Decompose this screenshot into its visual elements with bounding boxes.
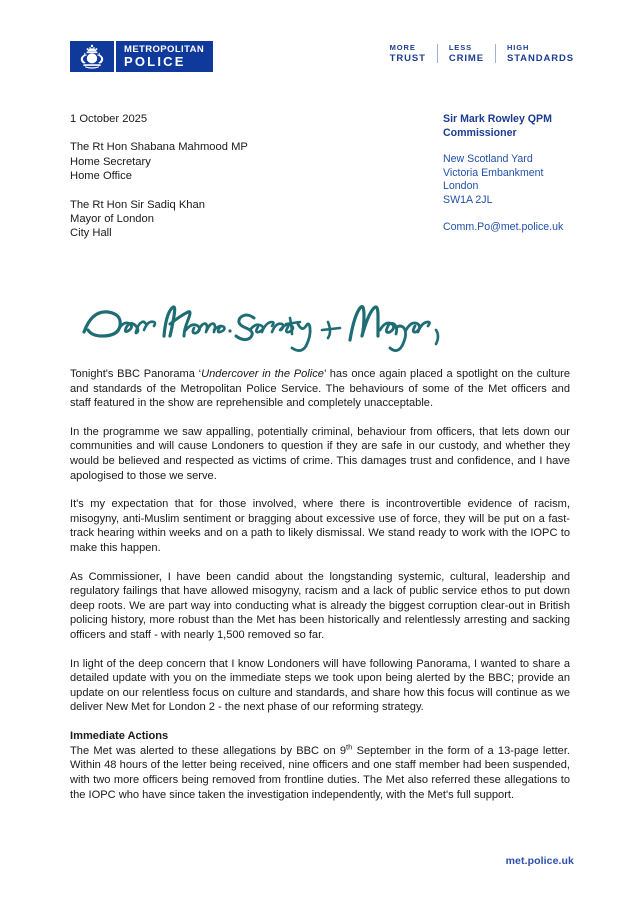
tagline-top-3: HIGH <box>506 43 530 52</box>
spacer <box>443 140 623 153</box>
recipient-1-line-1: The Rt Hon Shabana Mahmood MP <box>70 141 248 154</box>
footer-website: met.police.uk <box>505 855 574 867</box>
tagline-top-1: MORE <box>389 43 416 52</box>
ia-text-before: The Met was alerted to these allegations by BBC on 9 <box>70 744 347 757</box>
spacer <box>443 208 623 221</box>
p1-programme-title: Undercover in the Police <box>201 368 324 380</box>
sender-address-line-2: Victoria Embankment <box>443 166 544 179</box>
sender-address-line-1: New Scotland Yard <box>443 153 533 166</box>
sender-email: Comm.Po@met.police.uk <box>443 220 564 233</box>
body-paragraph-2: In the programme we saw appalling, potentially criminal, behaviour from officers, that lets down our communities and will cause Londoners to question if they are safe in our custody, and whether they would be believed and respected as victims of crime. This damages trust and confidence, and I have apologised to those we serve. <box>70 425 570 482</box>
tagline-item-more-trust <box>390 43 437 64</box>
letter-header <box>0 0 640 100</box>
sender-address-line-4: SW1A 2JL <box>443 193 493 206</box>
tagline-item-less-crime <box>438 43 495 64</box>
body-paragraph-1 <box>70 367 570 411</box>
section-heading-immediate-actions: Immediate Actions <box>70 729 169 742</box>
recipient-1-line-3: Home Office <box>70 170 132 183</box>
logo-line-police: POLICE <box>124 54 186 69</box>
logo-line-metropolitan: METROPOLITAN <box>124 44 205 55</box>
recipient-2-line-1: The Rt Hon Sir Sadiq Khan <box>70 198 205 211</box>
sender-address-block <box>443 113 623 234</box>
recipient-2-line-2: Mayor of London <box>70 213 154 226</box>
body-paragraph-4: As Commissioner, I have been candid about the longstanding systemic, cultural, leadership and regulatory failings that have allowed misogyny, racism and a lack of public service ethos to put down deep roots. We are part way into conducting what is already the biggest corruption clear-out in British policing history, more robust than the Met has been historically and relentlessly arresting and sacking officers and staff - with nearly 1,500 removed so far. <box>70 570 570 641</box>
handwritten-salutation <box>78 286 458 354</box>
spacer <box>70 184 360 198</box>
royal-crest-icon <box>70 41 114 72</box>
body-paragraph-3: It's my expectation that for those involved, where there is incontrovertible evidence of racism, misogyny, anti-Muslim sentiment or bragging about excessive use of force, they will be put on a fast-track hearing within weeks and on a path to likely dismissal. We stand ready to work with the IOPC to make this happen. <box>70 498 570 554</box>
body-paragraph-immediate-actions <box>70 744 570 802</box>
tagline-bottom-3: STANDARDS <box>506 53 574 64</box>
p1-run-1: Tonight's BBC Panorama ‘ <box>70 368 202 380</box>
recipient-2-line-3: City Hall <box>70 227 112 240</box>
met-police-logo <box>70 41 213 72</box>
brand-tagline <box>390 43 574 64</box>
letter-body <box>70 367 570 802</box>
tagline-bottom-1: TRUST <box>389 53 426 64</box>
letter-date: 1 October 2025 <box>70 113 148 125</box>
sender-title: Commissioner <box>443 126 517 139</box>
tagline-item-high-standards <box>496 43 574 64</box>
body-paragraph-5: In light of the deep concern that I know Londoners will have following Panorama, I wanted to share a detailed update with you on the immediate steps we took upon being alerted by the BBC; provide an update on our relentless focus on culture and standards, and share how this focus will continue as we deliver New Met for London 2 - the next phase of our reforming strategy. <box>70 657 570 714</box>
recipient-address-block <box>70 112 360 241</box>
tagline-bottom-2: CRIME <box>448 53 484 64</box>
sender-address-line-3: London <box>443 180 479 193</box>
sender-name: Sir Mark Rowley QPM <box>443 113 552 125</box>
spacer <box>70 126 360 140</box>
p1-run-3: ’ has once again placed a spotlight on the culture and standards of the Metropolitan Police Service. The behaviours of some of the Met officers and staff featured in the show are reprehensible and completely unacceptable. <box>70 368 570 410</box>
ordinal-suffix: th <box>346 742 353 752</box>
tagline-top-2: LESS <box>448 43 473 52</box>
ia-text-after: September in the form of a 13-page letter. Within 48 hours of the letter being received, nine officers and one staff member had been suspended, with two more officers being removed from frontline duties. The Met also referred these allegations to the IOPC who have since taken the investigation independently, with the Met's full support. <box>70 744 570 801</box>
recipient-1-line-2: Home Secretary <box>70 155 151 168</box>
logo-wordmark <box>116 41 213 72</box>
